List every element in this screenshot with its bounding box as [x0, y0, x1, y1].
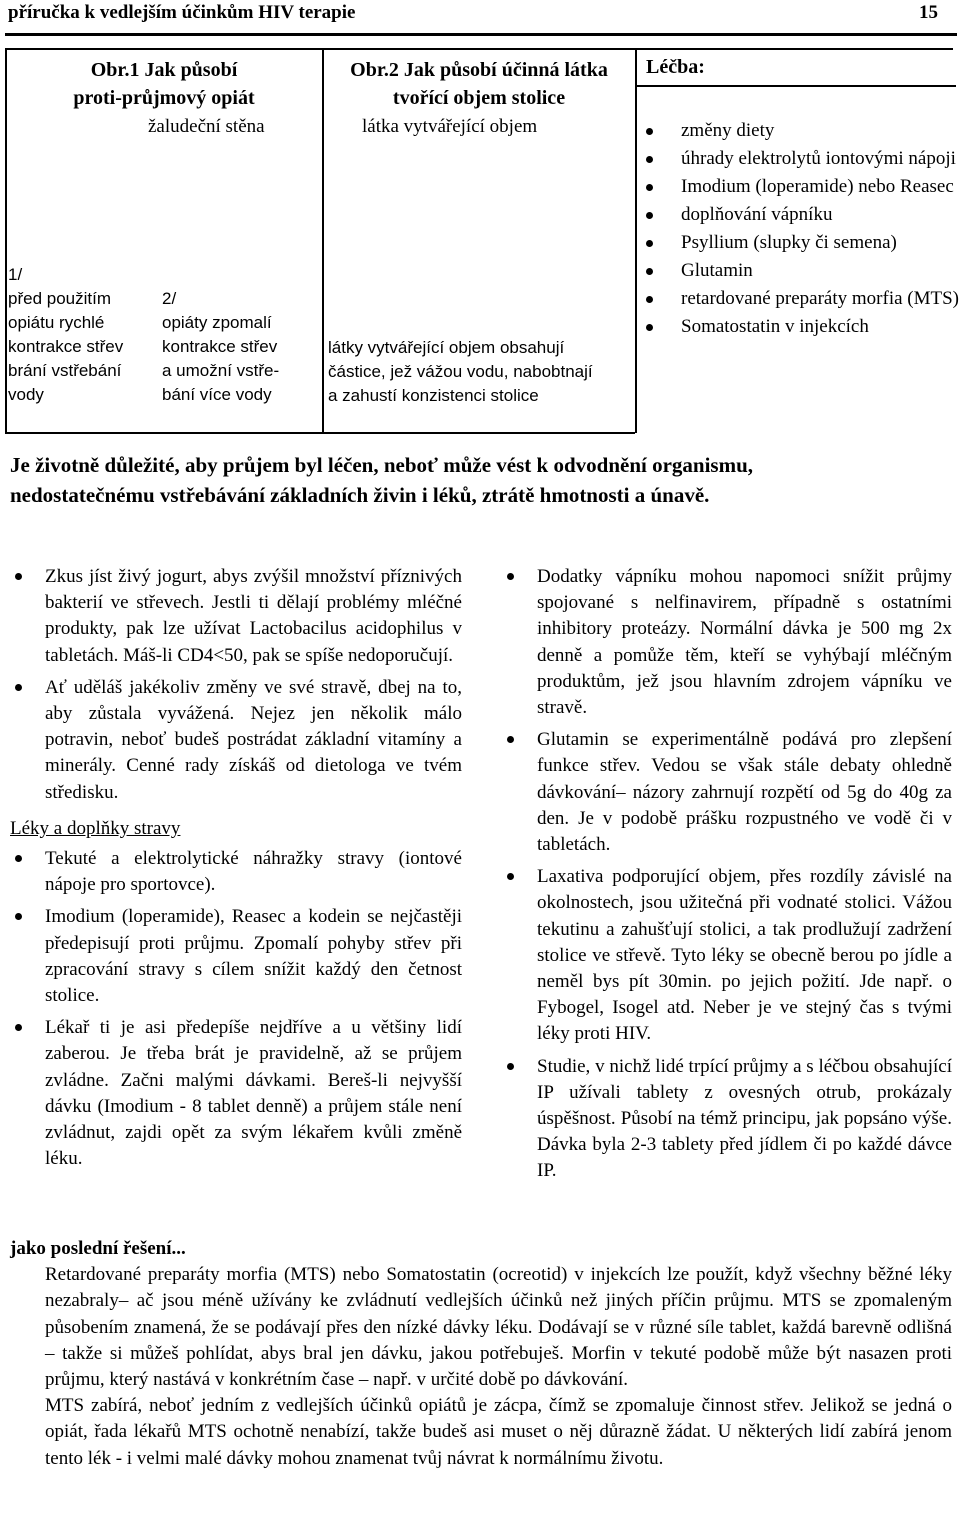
- fig1-stage2-line: kontrakce střev: [162, 337, 278, 356]
- fig1-stage2-label: [162, 287, 320, 407]
- fig1-stage1-line: opiátu rychlé: [8, 313, 105, 332]
- fig2-title-line1: Obr.2 Jak působí účinná látka: [350, 59, 608, 81]
- figure-right-divider: [635, 48, 637, 433]
- fig2-title: [324, 56, 634, 112]
- running-header-title: příručka k vedlejším účinkům HIV terapie: [8, 2, 356, 23]
- fig1-stage1-line: vody: [8, 385, 44, 404]
- treatment-item: Somatostatin v injekcích: [640, 313, 960, 341]
- treatment-item: Glutamin: [640, 257, 960, 285]
- figure-top-border: [5, 48, 953, 50]
- last-resort-section: [10, 1236, 952, 1472]
- fig2-description-line: a zahustí konzistenci stolice: [328, 386, 539, 405]
- fig2-description: [328, 336, 634, 408]
- meds-list: [10, 846, 462, 1172]
- list-item: Studie, v nichž lidé trpící průjmy a s léčbou obsahující IP užívali tablety z ovesných otrub, prokázaly úspěšnost. Působí na témž principu, jak popsáno výše. Dávka byla 2-3 tablety před jídlem či po každé dávce IP.: [502, 1054, 952, 1185]
- treatment-item: úhrady elektrolytů iontovými nápoji: [640, 145, 960, 173]
- fig1-stage2-line: opiáty zpomalí: [162, 313, 272, 332]
- fig1-title: [8, 56, 320, 112]
- list-item: Lékař ti je asi předepíše nejdříve a u většiny lidí zaberou. Je třeba brát je pravidelně, až se průjem zvládne. Začni malými dávkami. Bereš-li nejvyšší dávku (Imodium - 8 tablet denně) a průjem stále není zvládnut, zajdi opět za svým lékařem kvůli změně léku.: [10, 1015, 462, 1172]
- treatment-item: retardované preparáty morfia (MTS): [640, 285, 960, 313]
- list-item: Zkus jíst živý jogurt, abys zvýšil množství příznivých bakterií ve střevech. Jestli ti dělají problémy mléčné produkty, pak lze užívat Lactobacilus acidophilus v tabletách. Máš-li CD4<50, pak se spíše nedoporučují.: [10, 564, 462, 669]
- fig1-stage1-label: [8, 263, 158, 407]
- header-rule: [5, 33, 957, 36]
- fig1-stage2-line: 2/: [162, 289, 177, 308]
- tips-list: [10, 564, 462, 806]
- list-item: Imodium (loperamide), Reasec a kodein se nejčastěji předepisují proti průjmu. Zpomalí pohyby střev při zpracování stravy s cílem snížit každý den četnost stolice.: [10, 904, 462, 1009]
- last-resort-paragraph: Retardované preparáty morfia (MTS) nebo Somatostatin (ocreotid) v injekcích lze použít, když všechny běžné léky nezabraly– ač jsou méně užívány ke zvládnutí vedlejších účinků než jiných příčin průjmu. MTS se zpomaleným působením znamená, že se podávají přes den nízké dávky léku. Dodávají se v různé síle tablet, každá barevně odlišná – takže si můžeš pohlídat, abys bral jen dávku, jakou potřebuješ. Morfin v tekuté podobě může být nasazen proti průjmu, který nastává v konkrétním čase – např. v určité době po dávkování.: [45, 1264, 952, 1391]
- last-resort-title: jako poslední řešení...: [10, 1238, 186, 1259]
- fig1-title-line2: proti-průjmový opiát: [73, 87, 255, 109]
- fig1-stage1-line: před použitím: [8, 289, 111, 308]
- treatment-item: změny diety: [640, 117, 960, 145]
- important-note: Je životně důležité, aby průjem byl léčen, neboť může vést k odvodnění organismu, nedostatečnému vstřebávání základních živin i léků, ztrátě hmotnosti a únavě.: [10, 453, 754, 507]
- figure-bottom-border: [5, 432, 635, 434]
- fig1-stage1-line: brání vstřebání: [8, 361, 122, 380]
- figure-left-border: [5, 48, 7, 433]
- left-column: [10, 564, 462, 1172]
- supplements-list: [502, 564, 952, 1185]
- fig1-stage2-line: bání více vody: [162, 385, 272, 404]
- list-item: Ať uděláš jakékoliv změny ve své stravě, dbej na to, aby zůstala vyvážená. Nejez jen několik málo potravin, neboť budeš postrádat základní vitamíny a minerály. Cenné rady získáš od dietologa ve tvém středisku.: [10, 675, 462, 806]
- fig2-description-line: látky vytvářející objem obsahují: [328, 338, 565, 357]
- last-resort-paragraph: MTS zabírá, neboť jedním z vedlejších účinků opiátů je zácpa, čímž se zpomaluje činnost střev. Jelikož se jedná o opiát, řada lékařů MTS ochotně nenabízí, takže budeš asi muset o něj důrazně žádat. U některých lidí zabírá jenom tento lék - i velmi malé dávky mohou znamenat tvůj návrat k normálnímu životu.: [45, 1395, 952, 1469]
- fig1-subtitle: žaludeční stěna: [148, 116, 265, 137]
- fig2-title-line2: tvořící objem stolice: [392, 87, 566, 109]
- meds-heading: Léky a doplňky stravy: [10, 817, 181, 839]
- treatment-item: doplňování vápníku: [640, 201, 960, 229]
- treatment-title: Léčba:: [646, 56, 705, 78]
- fig1-stage1-line: kontrakce střev: [8, 337, 124, 356]
- fig1-title-line1: Obr.1 Jak působí: [90, 59, 238, 81]
- treatment-item: Psyllium (slupky či semena): [640, 229, 960, 257]
- fig2-subtitle: látka vytvářející objem: [362, 116, 538, 137]
- right-column: [502, 564, 952, 1185]
- fig2-description-line: částice, jež vážou vodu, nabobtnají: [328, 362, 593, 381]
- fig1-stage2-line: a umožní vstře-: [162, 361, 280, 380]
- list-item: Glutamin se experimentálně podává pro zlepšení funkce střev. Vedou se však stále debaty ohledně dávkování– názory zahrnují rozpětí od 5g do 40g za den. Je v podobě prášku rozpustného ve vodě či v tabletách.: [502, 727, 952, 858]
- treatment-list: [640, 117, 960, 341]
- list-item: Tekuté a elektrolytické náhražky stravy (iontové nápoje pro sportovce).: [10, 846, 462, 898]
- page-number: 15: [919, 2, 938, 23]
- treatment-title-rule: [636, 85, 956, 87]
- list-item: Laxativa podporující objem, přes rozdíly závislé na okolnostech, jsou užitečná při vodnaté stolici. Vážou tekutinu a zahušťují stolici, a tak prodlužují zadržení stolice ve střevě. Tyto léky se obecně berou po jídle a neměl bys pít 30min. po jejich požití. Jde např. o Fybogel, Isogel atd. Neber je ve stejný čas s tvými léky proti HIV.: [502, 864, 952, 1047]
- fig1-stage1-line: 1/: [8, 265, 23, 284]
- list-item: Dodatky vápníku mohou napomoci snížit průjmy spojované s nelfinavirem, případně s ostatními inhibitory proteázy. Normální dávka je 500 mg 2x denně a pomůže těm, kteří se vyhýbají mléčným produktům, jež jsou hlavním zdrojem vápníku ve stravě.: [502, 564, 952, 721]
- treatment-item: Imodium (loperamide) nebo Reasec: [640, 173, 960, 201]
